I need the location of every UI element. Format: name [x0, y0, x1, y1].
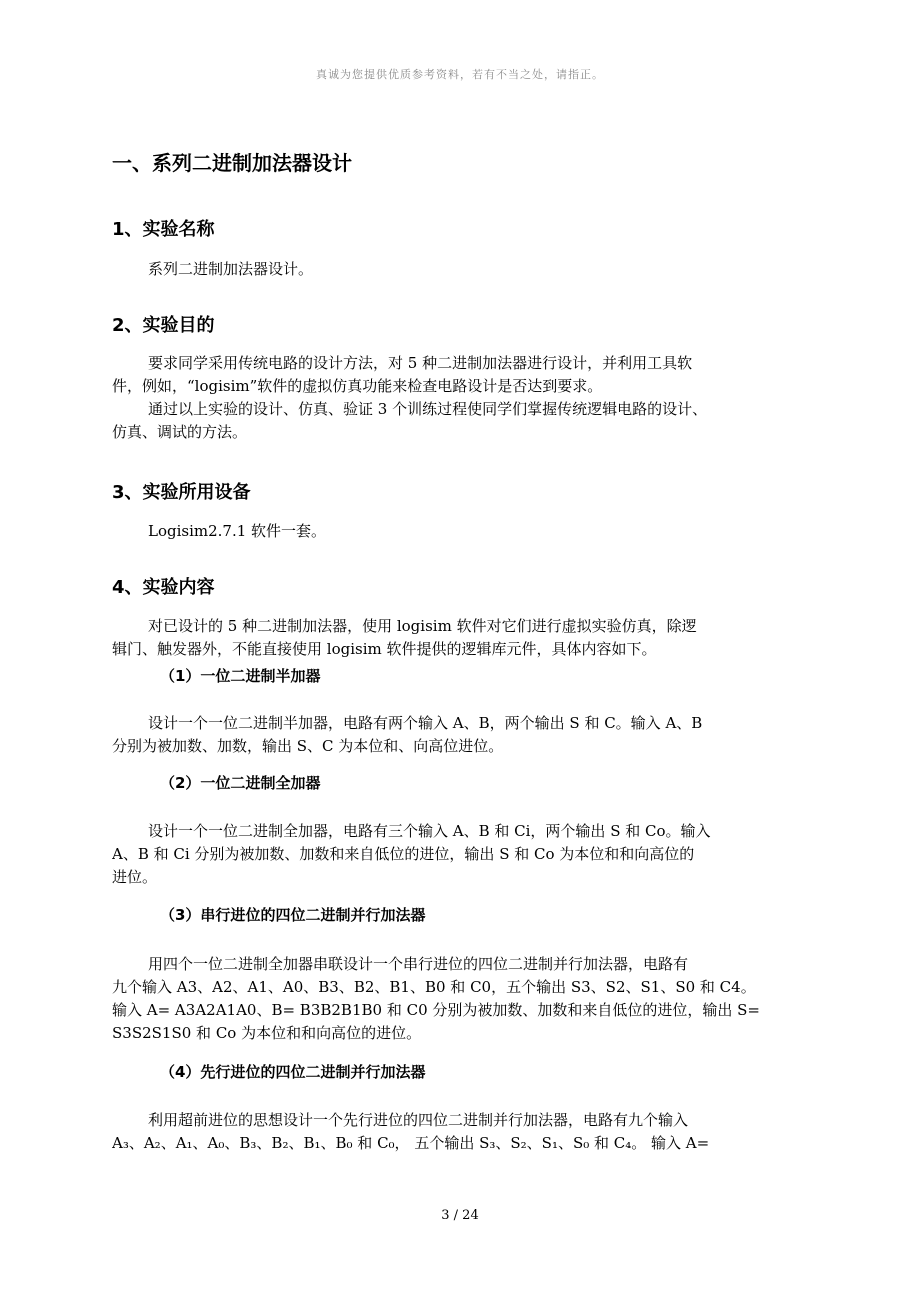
paragraph-line: 进位。	[112, 868, 158, 886]
section-heading-content: 4、实验内容	[112, 577, 215, 598]
paragraph-line: A、B 和 Ci 分别为被加数、加数和来自低位的进位，输出 S 和 Co 为本位和和向高位的	[112, 845, 695, 863]
paragraph-line: 设计一个一位二进制半加器，电路有两个输入 A、B，两个输出 S 和 C。输入 A、B	[148, 714, 703, 732]
paragraph-line: Logisim2.7.1 软件一套。	[148, 522, 327, 540]
paragraph-line: 利用超前进位的思想设计一个先行进位的四位二进制并行加法器，电路有九个输入	[148, 1111, 689, 1129]
paragraph-line: 九个输入 A3、A2、A1、A0、B3、B2、B1、B0 和 C0，五个输出 S3、S2、S1、S0 和 C4。	[112, 978, 756, 996]
section-heading-purpose: 2、实验目的	[112, 315, 215, 336]
section-heading-equipment: 3、实验所用设备	[112, 482, 251, 503]
subsection-heading-half-adder: （1）一位二进制半加器	[160, 667, 321, 685]
page-number: 3 / 24	[441, 1208, 479, 1223]
paragraph-line: 件，例如，“logisim”软件的虚拟仿真功能来检查电路设计是否达到要求。	[112, 377, 603, 395]
paragraph-line: 对已设计的 5 种二进制加法器，使用 logisim 软件对它们进行虚拟实验仿真，除逻	[148, 617, 697, 635]
page-header: 真诚为您提供优质参考资料，若有不当之处，请指正。	[316, 68, 604, 81]
paragraph-line: 通过以上实验的设计、仿真、验证 3 个训练过程使同学们掌握传统逻辑电路的设计、	[148, 400, 708, 418]
section-body-equipment	[112, 520, 808, 543]
paragraph-line: 辑门、触发器外，不能直接使用 logisim 软件提供的逻辑库元件，具体内容如下。	[112, 640, 657, 658]
paragraph-line: 设计一个一位二进制全加器，电路有三个输入 A、B 和 Ci，两个输出 S 和 Co。输入	[148, 822, 711, 840]
subsection-body-full-adder	[112, 820, 808, 889]
subsection-heading-lookahead-adder: （4）先行进位的四位二进制并行加法器	[160, 1063, 426, 1081]
paragraph-line: 分别为被加数、加数，输出 S、C 为本位和、向高位进位。	[112, 737, 504, 755]
subsection-body-half-adder	[112, 712, 808, 758]
subsection-body-lookahead-adder	[112, 1109, 808, 1155]
subsection-heading-ripple-adder: （3）串行进位的四位二进制并行加法器	[160, 906, 426, 924]
paragraph-line: A₃、A₂、A₁、A₀、B₃、B₂、B₁、B₀ 和 C₀， 五个输出 S₃、S₂、S₁、S₀ 和 C₄。 输入 A=	[112, 1134, 710, 1152]
paragraph-line: 仿真、调试的方法。	[112, 423, 248, 441]
document-title: 一、系列二进制加法器设计	[112, 151, 352, 175]
paragraph-line: 要求同学采用传统电路的设计方法，对 5 种二进制加法器进行设计，并利用工具软	[148, 354, 693, 372]
section-body-content	[112, 615, 808, 661]
section-heading-name: 1、实验名称	[112, 219, 215, 240]
section-body-name	[112, 258, 808, 281]
paragraph-line: 系列二进制加法器设计。	[148, 260, 314, 278]
subsection-heading-full-adder: （2）一位二进制全加器	[160, 774, 321, 792]
paragraph-line: 用四个一位二进制全加器串联设计一个串行进位的四位二进制并行加法器，电路有	[148, 955, 689, 973]
paragraph-line: S3S2S1S0 和 Co 为本位和和向高位的进位。	[112, 1024, 422, 1042]
paragraph-line: 输入 A= A3A2A1A0、B= B3B2B1B0 和 C0 分别为被加数、加数和来自低位的进位，输出 S=	[112, 1001, 761, 1019]
subsection-body-ripple-adder	[112, 953, 808, 1045]
section-body-purpose	[112, 352, 808, 444]
